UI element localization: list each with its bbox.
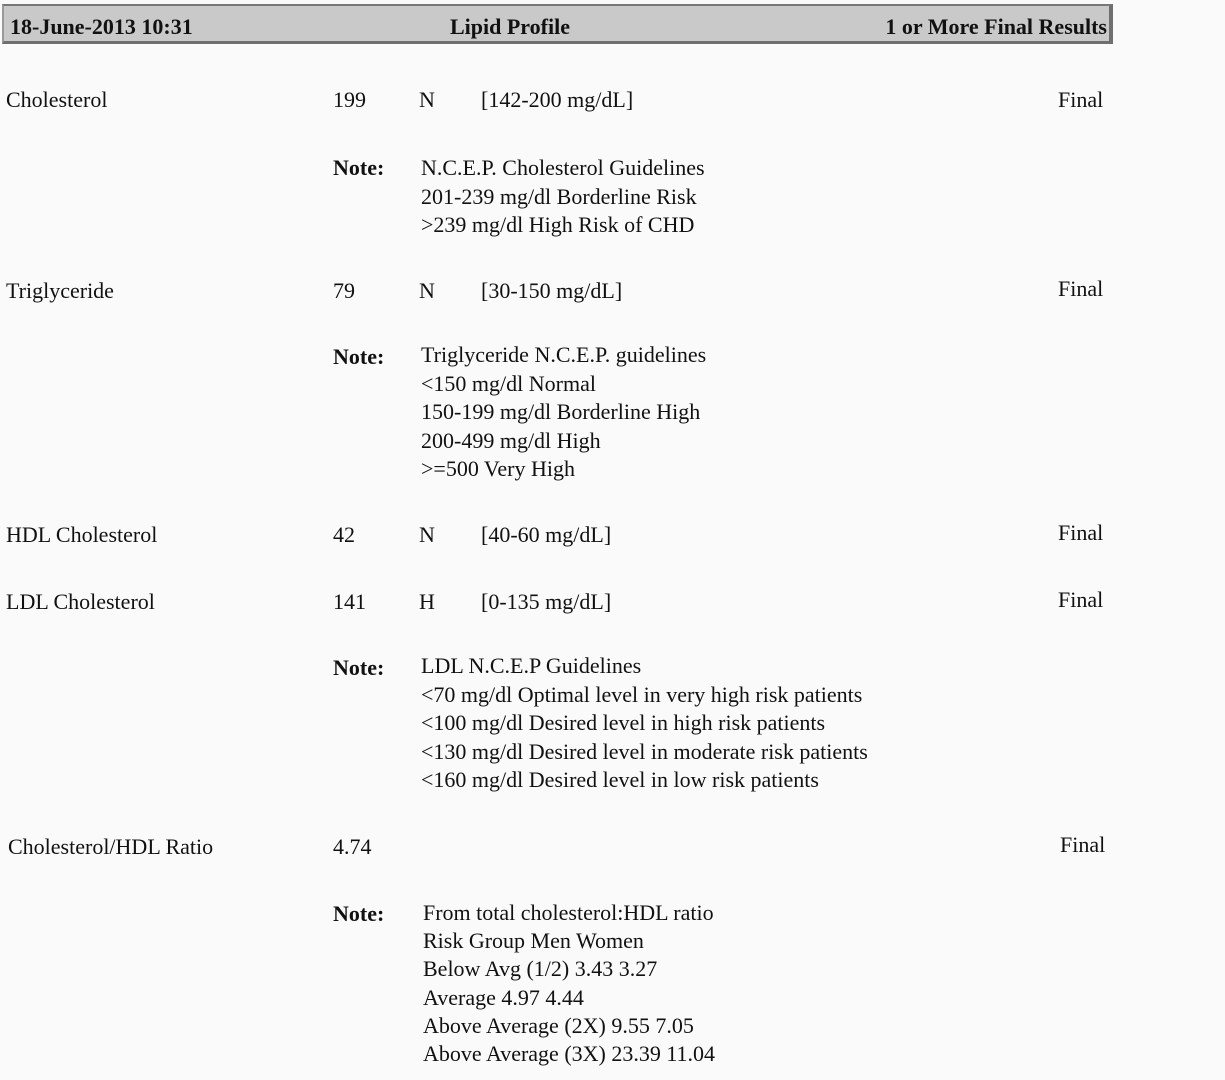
note-line: <160 mg/dl Desired level in low risk patients <box>421 767 819 792</box>
note-line: <100 mg/dl Desired level in high risk patients <box>421 710 826 735</box>
note-lines <box>423 899 715 1068</box>
test-name: Triglyceride <box>6 278 114 303</box>
test-flag: N <box>419 87 435 112</box>
reference-range: [0-135 mg/dL] <box>481 589 612 614</box>
result-status: Final <box>1058 87 1104 112</box>
note-line: >=500 Very High <box>421 456 575 481</box>
note-label: Note: <box>333 155 385 180</box>
result-status: Final <box>1058 276 1104 301</box>
note-line: N.C.E.P. Cholesterol Guidelines <box>421 155 705 180</box>
note-line: 200-499 mg/dl High <box>421 427 601 453</box>
note-line: <150 mg/dl Normal <box>421 370 596 396</box>
note-line: Above Average (2X) 9.55 7.05 <box>423 1012 694 1038</box>
note-line: Above Average (3X) 23.39 11.04 <box>423 1041 716 1067</box>
test-value: 199 <box>333 87 366 112</box>
test-name: HDL Cholesterol <box>6 522 158 547</box>
report-title: Lipid Profile <box>450 14 570 39</box>
note-label: Note: <box>333 655 385 680</box>
result-status: Final <box>1060 832 1106 857</box>
note-line: 201-239 mg/dl Borderline Risk <box>421 183 697 209</box>
note-line: From total cholesterol:HDL ratio <box>423 900 714 925</box>
note-lines <box>421 154 705 240</box>
note-line: 150-199 mg/dl Borderline High <box>421 399 701 424</box>
note-line: Below Avg (1/2) 3.43 3.27 <box>423 956 658 982</box>
report-header <box>2 4 1113 44</box>
note-lines <box>421 652 868 795</box>
test-flag: H <box>419 589 435 614</box>
note-line: <70 mg/dl Optimal level in very high risk patients <box>421 681 863 707</box>
test-name: Cholesterol <box>6 87 108 112</box>
test-flag: N <box>419 522 435 547</box>
note-line: >239 mg/dl High Risk of CHD <box>421 212 695 237</box>
reference-range: [40-60 mg/dL] <box>481 522 612 547</box>
note-lines <box>421 341 706 484</box>
report-date: 18-June-2013 10:31 <box>10 14 193 39</box>
reference-range: [30-150 mg/dL] <box>481 278 623 303</box>
reference-range: [142-200 mg/dL] <box>481 87 634 112</box>
test-value: 4.74 <box>333 834 372 859</box>
note-line: <130 mg/dl Desired level in moderate risk patients <box>421 738 868 764</box>
result-status: Final <box>1058 520 1104 545</box>
test-value: 42 <box>333 522 355 547</box>
note-line: Average 4.97 4.44 <box>423 984 584 1010</box>
note-line: Triglyceride N.C.E.P. guidelines <box>421 342 707 367</box>
note-label: Note: <box>333 901 385 926</box>
note-line: LDL N.C.E.P Guidelines <box>421 653 642 678</box>
note-label: Note: <box>333 344 385 369</box>
note-line: Risk Group Men Women <box>423 928 644 954</box>
result-status: Final <box>1058 587 1104 612</box>
test-flag: N <box>419 278 435 303</box>
test-value: 79 <box>333 278 355 303</box>
test-name: Cholesterol/HDL Ratio <box>8 834 214 859</box>
report-status: 1 or More Final Results <box>885 14 1107 39</box>
test-name: LDL Cholesterol <box>6 589 155 614</box>
test-value: 141 <box>333 589 366 614</box>
